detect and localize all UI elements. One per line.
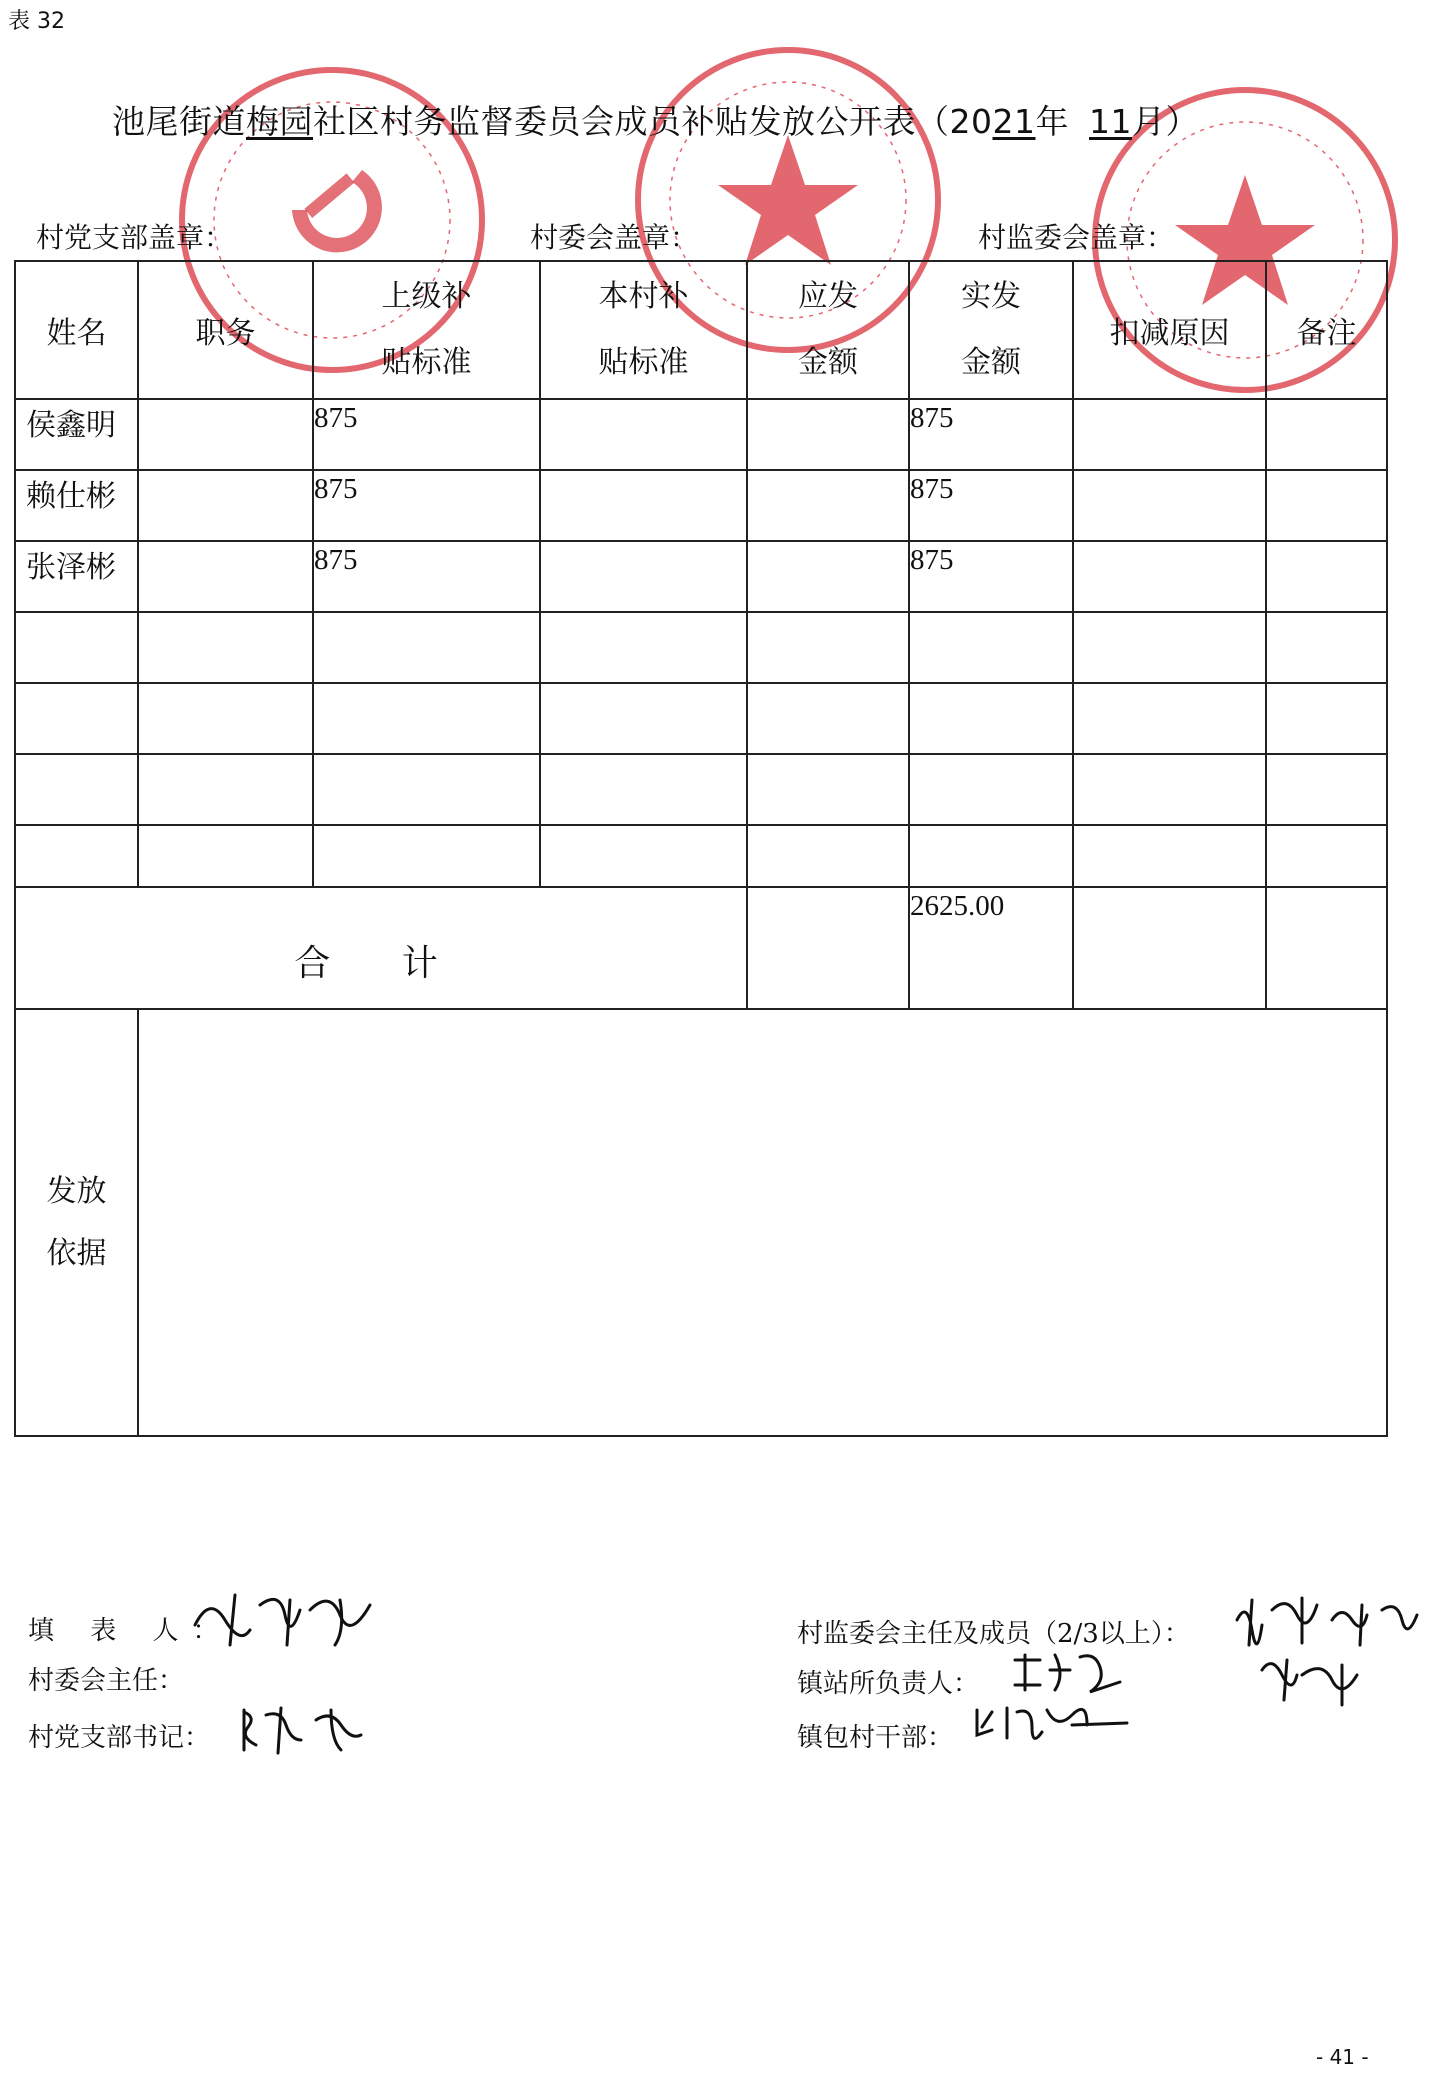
- total-row: [15, 887, 1387, 1009]
- committee-director-label: 村委会主任：: [28, 1666, 185, 1696]
- cell-name: 赖仕彬: [15, 470, 138, 541]
- subsidy-table: [14, 260, 1388, 1437]
- cell-upper-standard: 875: [313, 399, 540, 470]
- header-row: [15, 261, 1387, 399]
- total-deduction: [1073, 887, 1266, 1009]
- supervision-members-label: 村监委会主任及成员（2/3以上）：: [797, 1619, 1190, 1649]
- basis-label-line1: 发放: [46, 1173, 107, 1209]
- empty-row: [15, 825, 1387, 887]
- cell-payable: [747, 399, 909, 470]
- title-part-2: 社区村务监督委员会成员补贴发放公开表（20: [313, 102, 993, 141]
- empty-row: [15, 754, 1387, 825]
- title-year-suffix: 年: [1035, 102, 1069, 141]
- empty-row: [15, 683, 1387, 754]
- title-community-name: 梅园: [246, 102, 313, 141]
- cell-payable: [747, 541, 909, 612]
- header-village-standard-line2: 贴标准: [598, 345, 689, 380]
- title-year-fill: 21: [992, 102, 1036, 141]
- title-part-1: 池尾街道: [112, 102, 246, 141]
- filler-label: 填 表 人：: [28, 1616, 233, 1646]
- total-remark: [1266, 887, 1387, 1009]
- cell-position: [138, 470, 313, 541]
- empty-row: [15, 612, 1387, 683]
- cell-village-standard: [540, 470, 747, 541]
- cell-actual: 875: [909, 399, 1073, 470]
- total-actual: 2625.00: [909, 887, 1073, 1009]
- total-label: 合 计: [15, 887, 747, 1009]
- header-village-standard: [540, 261, 747, 399]
- header-deduction-reason: 扣减原因: [1073, 261, 1266, 399]
- basis-row: [15, 1009, 1387, 1436]
- cell-remark: [1266, 399, 1387, 470]
- village-committee-seal-label: 村委会盖章：: [530, 221, 699, 254]
- basis-content: [138, 1009, 1387, 1436]
- title-month-suffix: 月）: [1132, 102, 1199, 141]
- town-station-signature: [1010, 1645, 1130, 1700]
- cell-position: [138, 399, 313, 470]
- filler-signature: [190, 1585, 390, 1655]
- header-actual-line1: 实发: [961, 279, 1021, 314]
- party-branch-seal-label: 村党支部盖章：: [36, 221, 233, 254]
- header-name: 姓名: [15, 261, 138, 399]
- cell-deduction-reason: [1073, 470, 1266, 541]
- cell-remark: [1266, 470, 1387, 541]
- basis-label-line2: 依据: [46, 1235, 107, 1271]
- cell-deduction-reason: [1073, 399, 1266, 470]
- header-remark: 备注: [1266, 261, 1387, 399]
- header-upper-standard: [313, 261, 540, 399]
- header-upper-standard-line1: 上级补: [381, 279, 472, 314]
- header-payable-line2: 金额: [798, 345, 858, 380]
- table-row: [15, 399, 1387, 470]
- cell-name: 侯鑫明: [15, 399, 138, 470]
- cell-actual: 875: [909, 470, 1073, 541]
- cell-village-standard: [540, 541, 747, 612]
- town-station-head-label: 镇站所负责人：: [797, 1669, 980, 1699]
- basis-label: [15, 1009, 138, 1436]
- cell-payable: [747, 470, 909, 541]
- table-row: [15, 470, 1387, 541]
- table-row: [15, 541, 1387, 612]
- party-secretary-label: 村党支部书记：: [28, 1723, 211, 1753]
- supervision-committee-seal-label: 村监委会盖章：: [978, 221, 1175, 254]
- cell-position: [138, 541, 313, 612]
- header-upper-standard-line2: 贴标准: [381, 345, 472, 380]
- document-title: [112, 96, 1199, 143]
- page-number: - 41 -: [1316, 2045, 1369, 2069]
- town-cadre-label: 镇包村干部：: [797, 1723, 954, 1753]
- title-month-fill: 11: [1089, 102, 1132, 141]
- cell-upper-standard: 875: [313, 541, 540, 612]
- header-payable: [747, 261, 909, 399]
- header-payable-line1: 应发: [798, 279, 858, 314]
- header-actual-line2: 金额: [961, 345, 1021, 380]
- cell-upper-standard: 875: [313, 470, 540, 541]
- form-number: 表 32: [8, 9, 65, 34]
- cell-name: 张泽彬: [15, 541, 138, 612]
- secretary-signature: [236, 1700, 386, 1760]
- cell-deduction-reason: [1073, 541, 1266, 612]
- cell-actual: 875: [909, 541, 1073, 612]
- cell-remark: [1266, 541, 1387, 612]
- header-village-standard-line1: 本村补: [598, 279, 689, 314]
- total-payable: [747, 887, 909, 1009]
- town-cadre-signature: [972, 1700, 1132, 1745]
- cell-village-standard: [540, 399, 747, 470]
- header-position: 职务: [138, 261, 313, 399]
- supervision-members-signatures: [1232, 1590, 1422, 1720]
- header-actual: [909, 261, 1073, 399]
